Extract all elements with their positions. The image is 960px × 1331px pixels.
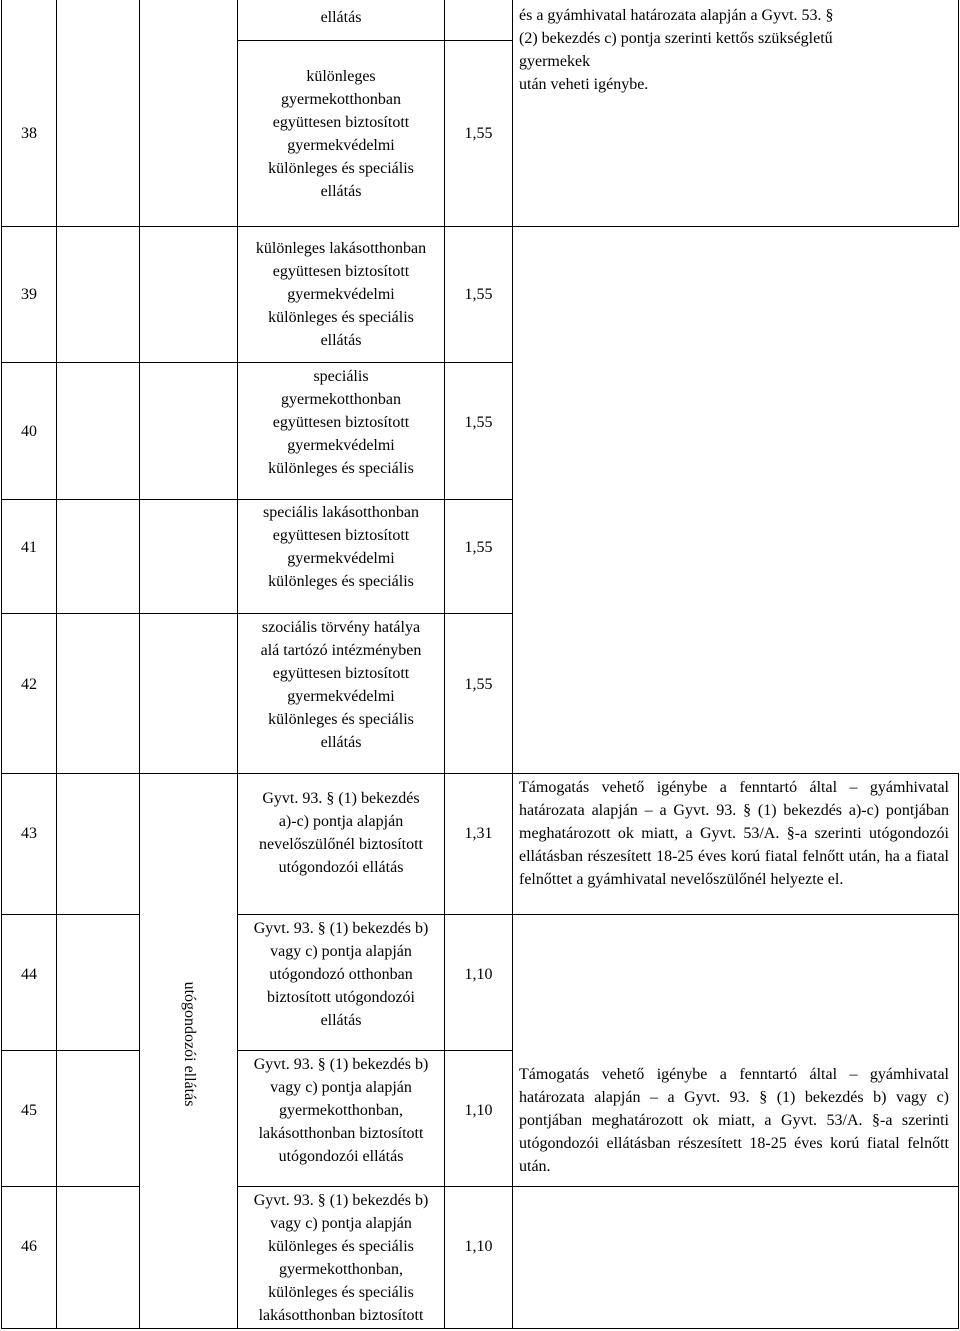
service-cell: különleges lakásotthonban együttesen biztosított gyermekvédelmi különleges és speciális ellátás — [255, 240, 427, 349]
weight-cell: 1,55 — [464, 538, 493, 556]
category-label: utógondozói ellátás — [181, 981, 198, 1107]
rule-bottom — [1, 1328, 959, 1329]
service-cell: Gyvt. 93. § (1) bekezdés a)-c) pontja alapján nevelőszülőnél biztosított utógondozói ellátás — [259, 790, 423, 876]
rule-num-right — [56, 0, 57, 1329]
weight-cell: 1,10 — [464, 1237, 493, 1255]
service-cell: különleges gyermekotthonban együttesen biztosított gyermekvédelmi különleges és speciális ellátás — [268, 67, 414, 200]
weight-cell: 1,55 — [464, 413, 493, 431]
rule-cond-right-bottom — [958, 773, 959, 1329]
row-number: 44 — [21, 965, 37, 983]
row-number: 45 — [21, 1101, 37, 1119]
condition-text-top: és a gyámhivatal határozata alapján a Gyvt. 53. § (2) bekezdés c) pontja szerinti kettős szükségletű gyermekek után veheti igénybe. — [519, 7, 834, 93]
weight-cell: 1,31 — [464, 824, 493, 842]
row-number: 40 — [21, 422, 37, 440]
service-cell: Gyvt. 93. § (1) bekezdés b) vagy c) pontja alapján különleges és speciális gyermekotthonban, különleges és speciális lakásotthonban biztosított — [253, 1191, 429, 1324]
row-number: 42 — [21, 676, 37, 693]
weight-cell: 1,10 — [464, 965, 493, 983]
condition-text-row45: Támogatás vehető igénybe a fenntartó által – gyámhivatal határozata alapján – a Gyvt. 93. § (1) bekezdés b) vagy c) pontjában meghatározott ok miatt, a Gyvt. 53/A. §-a szerinti utógondozói ellátásban részesített 18-25 éves korú fiatal felnőtt után. — [519, 1066, 949, 1175]
row-number: 43 — [21, 824, 37, 842]
service-cell: Gyvt. 93. § (1) bekezdés b) vagy c) pontja alapján gyermekotthonban, lakásotthonban biztosított utógondozói ellátás — [253, 1055, 429, 1165]
row-number: 38 — [21, 125, 37, 142]
row-number: 39 — [21, 286, 37, 303]
service-cell: szociális törvény hatálya alá tartózó intézményben együttesen biztosított gyermekvédelmi különleges és speciális ellátás — [260, 618, 422, 751]
weight-cell: 1,55 — [464, 125, 493, 142]
rule-weight-right — [512, 0, 513, 1329]
service-cell: speciális gyermekotthonban együttesen biztosított gyermekvédelmi különleges és speciális — [268, 367, 414, 477]
service-cell: speciális lakásotthonban együttesen biztosított gyermekvédelmi különleges és speciális — [263, 504, 419, 590]
service-cell: Gyvt. 93. § (1) bekezdés b) vagy c) pontja alapján utógondozó otthonban biztosított utógondozói ellátás — [253, 919, 429, 1029]
row-number: 41 — [21, 538, 37, 556]
weight-cell: 1,55 — [464, 676, 493, 693]
condition-text-row43: Támogatás vehető igénybe a fenntartó által – gyámhivatal határozata alapján – a Gyvt. 93. § (1) bekezdés a)-c) pontjában meghatározott ok miatt, a Gyvt. 53/A. §-a szerinti utógondozói ellátásban részesített 18-25 éves korú fiatal felnőtt után, ha a fiatal felnőttet a gyámhivatal nevelőszülőnél helyezte el. — [519, 779, 949, 888]
weight-cell: 1,55 — [464, 286, 493, 303]
weight-cell: 1,10 — [464, 1101, 493, 1119]
category-cell — [140, 774, 238, 1328]
row-number: 46 — [21, 1237, 37, 1255]
service-cell: ellátás — [320, 8, 362, 26]
rule-cond-right-top — [958, 0, 959, 227]
